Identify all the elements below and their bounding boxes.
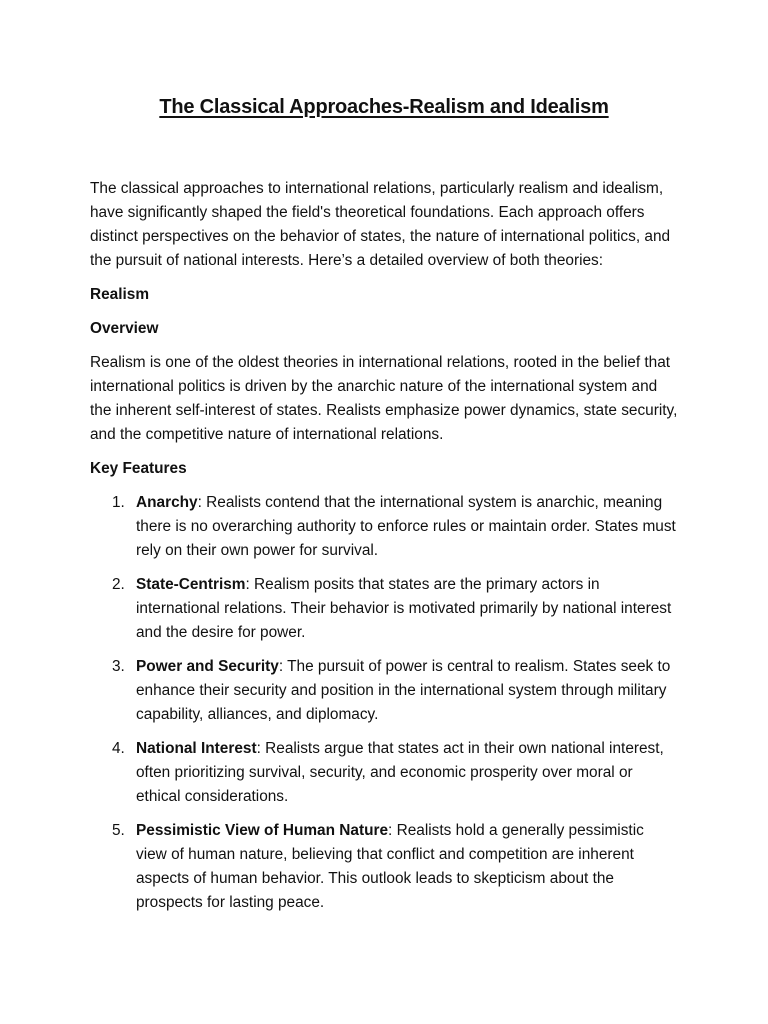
list-item: [90, 737, 678, 809]
page-title: The Classical Approaches-Realism and Idealism: [159, 96, 609, 118]
intro-paragraph: The classical approaches to international relations, particularly realism and idealism, have significantly shaped the field's theoretical foundations. Each approach offers distinct perspectives on the behavior of states, the nature of international politics, and the pursuit of national interests. Here’s a detailed overview of both theories:: [90, 180, 671, 269]
list-item-term: Power and Security: [136, 658, 279, 675]
list-item-term: State-Centrism: [136, 576, 246, 593]
list-item: [90, 491, 678, 563]
list-item-text: : Realism posits that states are the primary actors in international relations. Their behavior is motivated primarily by national interest and the desire for power.: [136, 576, 672, 641]
overview-paragraph: Realism is one of the oldest theories in international relations, rooted in the belief that international politics is driven by the anarchic nature of the international system and the inherent self-interest of states. Realists emphasize power dynamics, state security, and the competitive nature of international relations.: [90, 354, 678, 443]
list-item-number: 3.: [112, 658, 125, 675]
list-item-text: : Realists contend that the international system is anarchic, meaning there is no overarching authority to enforce rules or maintain order. States must rely on their own power for survival.: [136, 494, 676, 559]
list-item-term: Anarchy: [136, 494, 198, 511]
list-item-text: : Realists argue that states act in their own national interest, often prioritizing survival, security, and economic prosperity over moral or ethical considerations.: [136, 740, 664, 805]
list-item: [90, 655, 678, 727]
key-features-list: [90, 491, 678, 915]
list-item-number: 4.: [112, 740, 125, 757]
list-item-number: 5.: [112, 822, 125, 839]
list-item-number: 2.: [112, 576, 125, 593]
list-item: [90, 573, 678, 645]
list-item-term: Pessimistic View of Human Nature: [136, 822, 389, 839]
section-heading-realism: Realism: [90, 286, 150, 303]
subheading-key-features: Key Features: [90, 460, 187, 477]
list-item-term: National Interest: [136, 740, 257, 757]
list-item: [90, 819, 678, 915]
subheading-overview: Overview: [90, 320, 159, 337]
list-item-text: : The pursuit of power is central to realism. States seek to enhance their security and position in the international system through military capability, alliances, and diplomacy.: [136, 658, 671, 723]
list-item-text: : Realists hold a generally pessimistic view of human nature, believing that conflict and competition are inherent aspects of human behavior. This outlook leads to skepticism about the prospects for lasting peace.: [136, 822, 644, 911]
list-item-number: 1.: [112, 494, 125, 511]
